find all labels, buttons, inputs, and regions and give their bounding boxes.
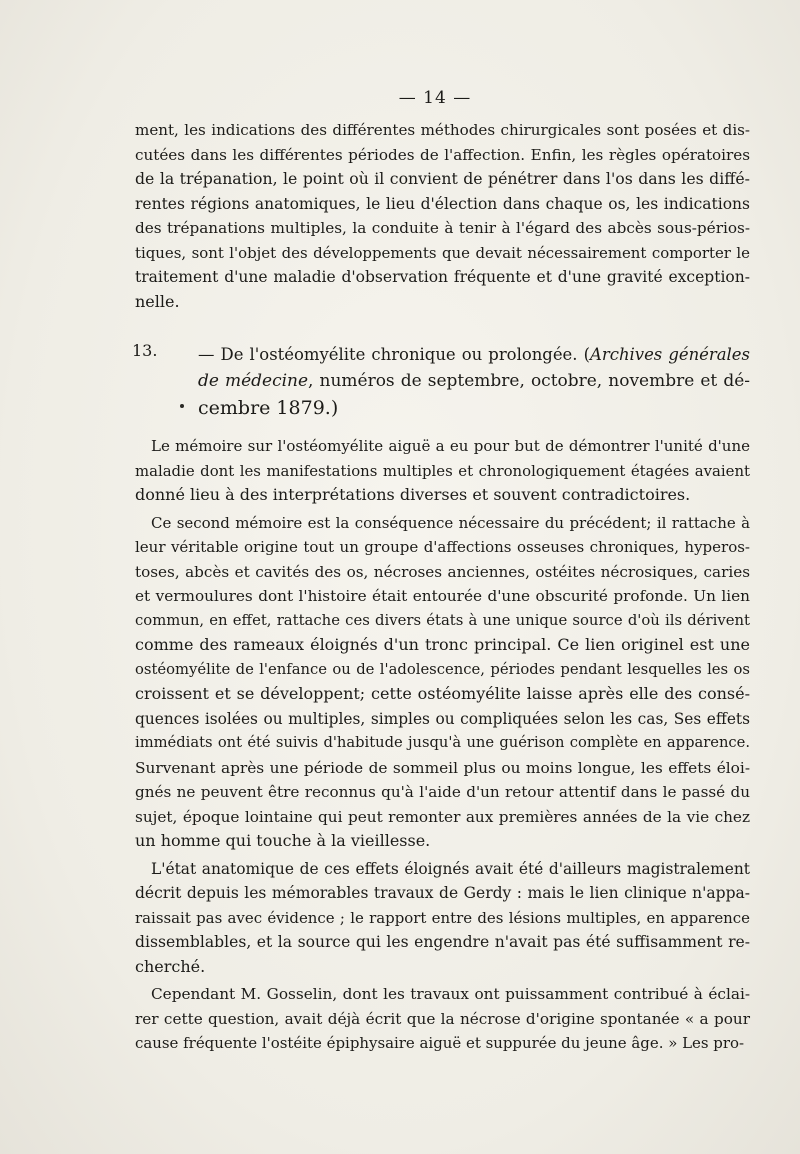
intro-paragraph [135,118,750,314]
text-line: toses, abcès et cavités des os, nécroses anciennes, ostéites nécrosiques, caries [135,562,750,581]
text-line: de la trépanation, le point où il convient de pénétrer dans l'os dans les diffé- [135,169,750,188]
paragraph [135,434,750,508]
text-line: rer cette question, avait déjà écrit que la nécrose d'origine spontanée « a pour [135,1009,750,1028]
heading-line-2: de médecine, numéros de septembre, octobre, novembre et dé- [198,371,750,391]
text-line: sujet, époque lointaine qui peut remonter aux premières années de la vie chez [135,807,750,826]
paragraph [135,982,750,1056]
text-line: cherché. [135,956,206,976]
text-line: croissent et se développent; cette ostéomyélite laisse après elle des consé- [135,684,750,703]
text-line: tiques, sont l'objet des développements que devait nécessairement comporter le [135,243,750,262]
text-line: un homme qui touche à la vieillesse. [135,831,431,850]
section-number: 13. [132,341,158,360]
section-heading [132,341,750,422]
text-line: traitement d'une maladie d'observation fréquente et d'une gravité exception- [135,268,750,286]
text-line: des trépanations multiples, la conduite à tenir à l'égard des abcès sous-périos- [135,219,750,237]
text-line: ostéomyélite de l'enfance ou de l'adolescence, périodes pendant lesquelles les os [135,660,750,678]
text-line: donné lieu à des interprétations diverses et souvent contradictoires. [135,485,691,504]
text-line: cause fréquente l'ostéite épiphysaire aiguë et suppurée du jeune âge. » Les pro- [135,1034,745,1052]
text-line: cutées dans les différentes périodes de l'affection. Enfin, les règles opératoires [135,145,750,164]
paragraph [135,857,750,980]
text-line: L'état anatomique de ces effets éloignés avait été d'ailleurs magistralement [151,859,750,878]
text-line: quences isolées ou multiples, simples ou compliquées selon les cas, Ses effets [135,709,750,728]
text-line: ment, les indications des différentes méthodes chirurgicales sont posées et dis- [135,121,750,139]
text-line: raissait pas avec évidence ; le rapport entre des lésions multiples, en apparence [135,908,750,927]
text-line: gnés ne peuvent être reconnus qu'à l'aide d'un retour attentif dans le passé du [135,783,750,801]
heading-line-3: cembre 1879.) [198,397,339,419]
page-number: — 14 — [398,88,472,108]
text-line: commun, en effet, rattache ces divers états à une unique source d'où ils dérivent [135,611,750,629]
text-line: Survenant après une période de sommeil plus ou moins longue, les effets éloi- [135,758,750,777]
body-text [135,434,750,1056]
text-line: maladie dont les manifestations multiples et chronologiquement étagées avaient [135,461,750,480]
stray-mark [180,404,184,408]
text-line: Le mémoire sur l'ostéomyélite aiguë a eu pour but de démontrer l'unité d'une [151,437,750,455]
text-line: nelle. [135,291,180,311]
text-line: comme des rameaux éloignés d'un tronc principal. Ce lien originel est une [135,635,750,654]
paragraph [135,511,750,854]
text-line: Cependant M. Gosselin, dont les travaux ont puissamment contribué à éclai- [151,985,750,1003]
text-line: décrit depuis les mémorables travaux de Gerdy : mais le lien clinique n'appa- [135,884,750,902]
text-line: leur véritable origine tout un groupe d'affections osseuses chroniques, hyperos- [135,538,750,556]
text-line: rentes régions anatomiques, le lieu d'élection dans chaque os, les indications [135,194,750,213]
text-line: et vermoulures dont l'histoire était entourée d'une obscurité profonde. Un lien [135,587,750,605]
text-line: Ce second mémoire est la conséquence nécessaire du précédent; il rattache à [151,513,750,532]
text-line: dissemblables, et la source qui les engendre n'avait pas été suffisamment re- [135,933,750,951]
heading-line-1: — De l'ostéomyélite chronique ou prolongée. (Archives générales [198,345,750,364]
text-line: immédiats ont été suivis d'habitude jusqu'à une guérison complète en apparence. [135,734,750,751]
